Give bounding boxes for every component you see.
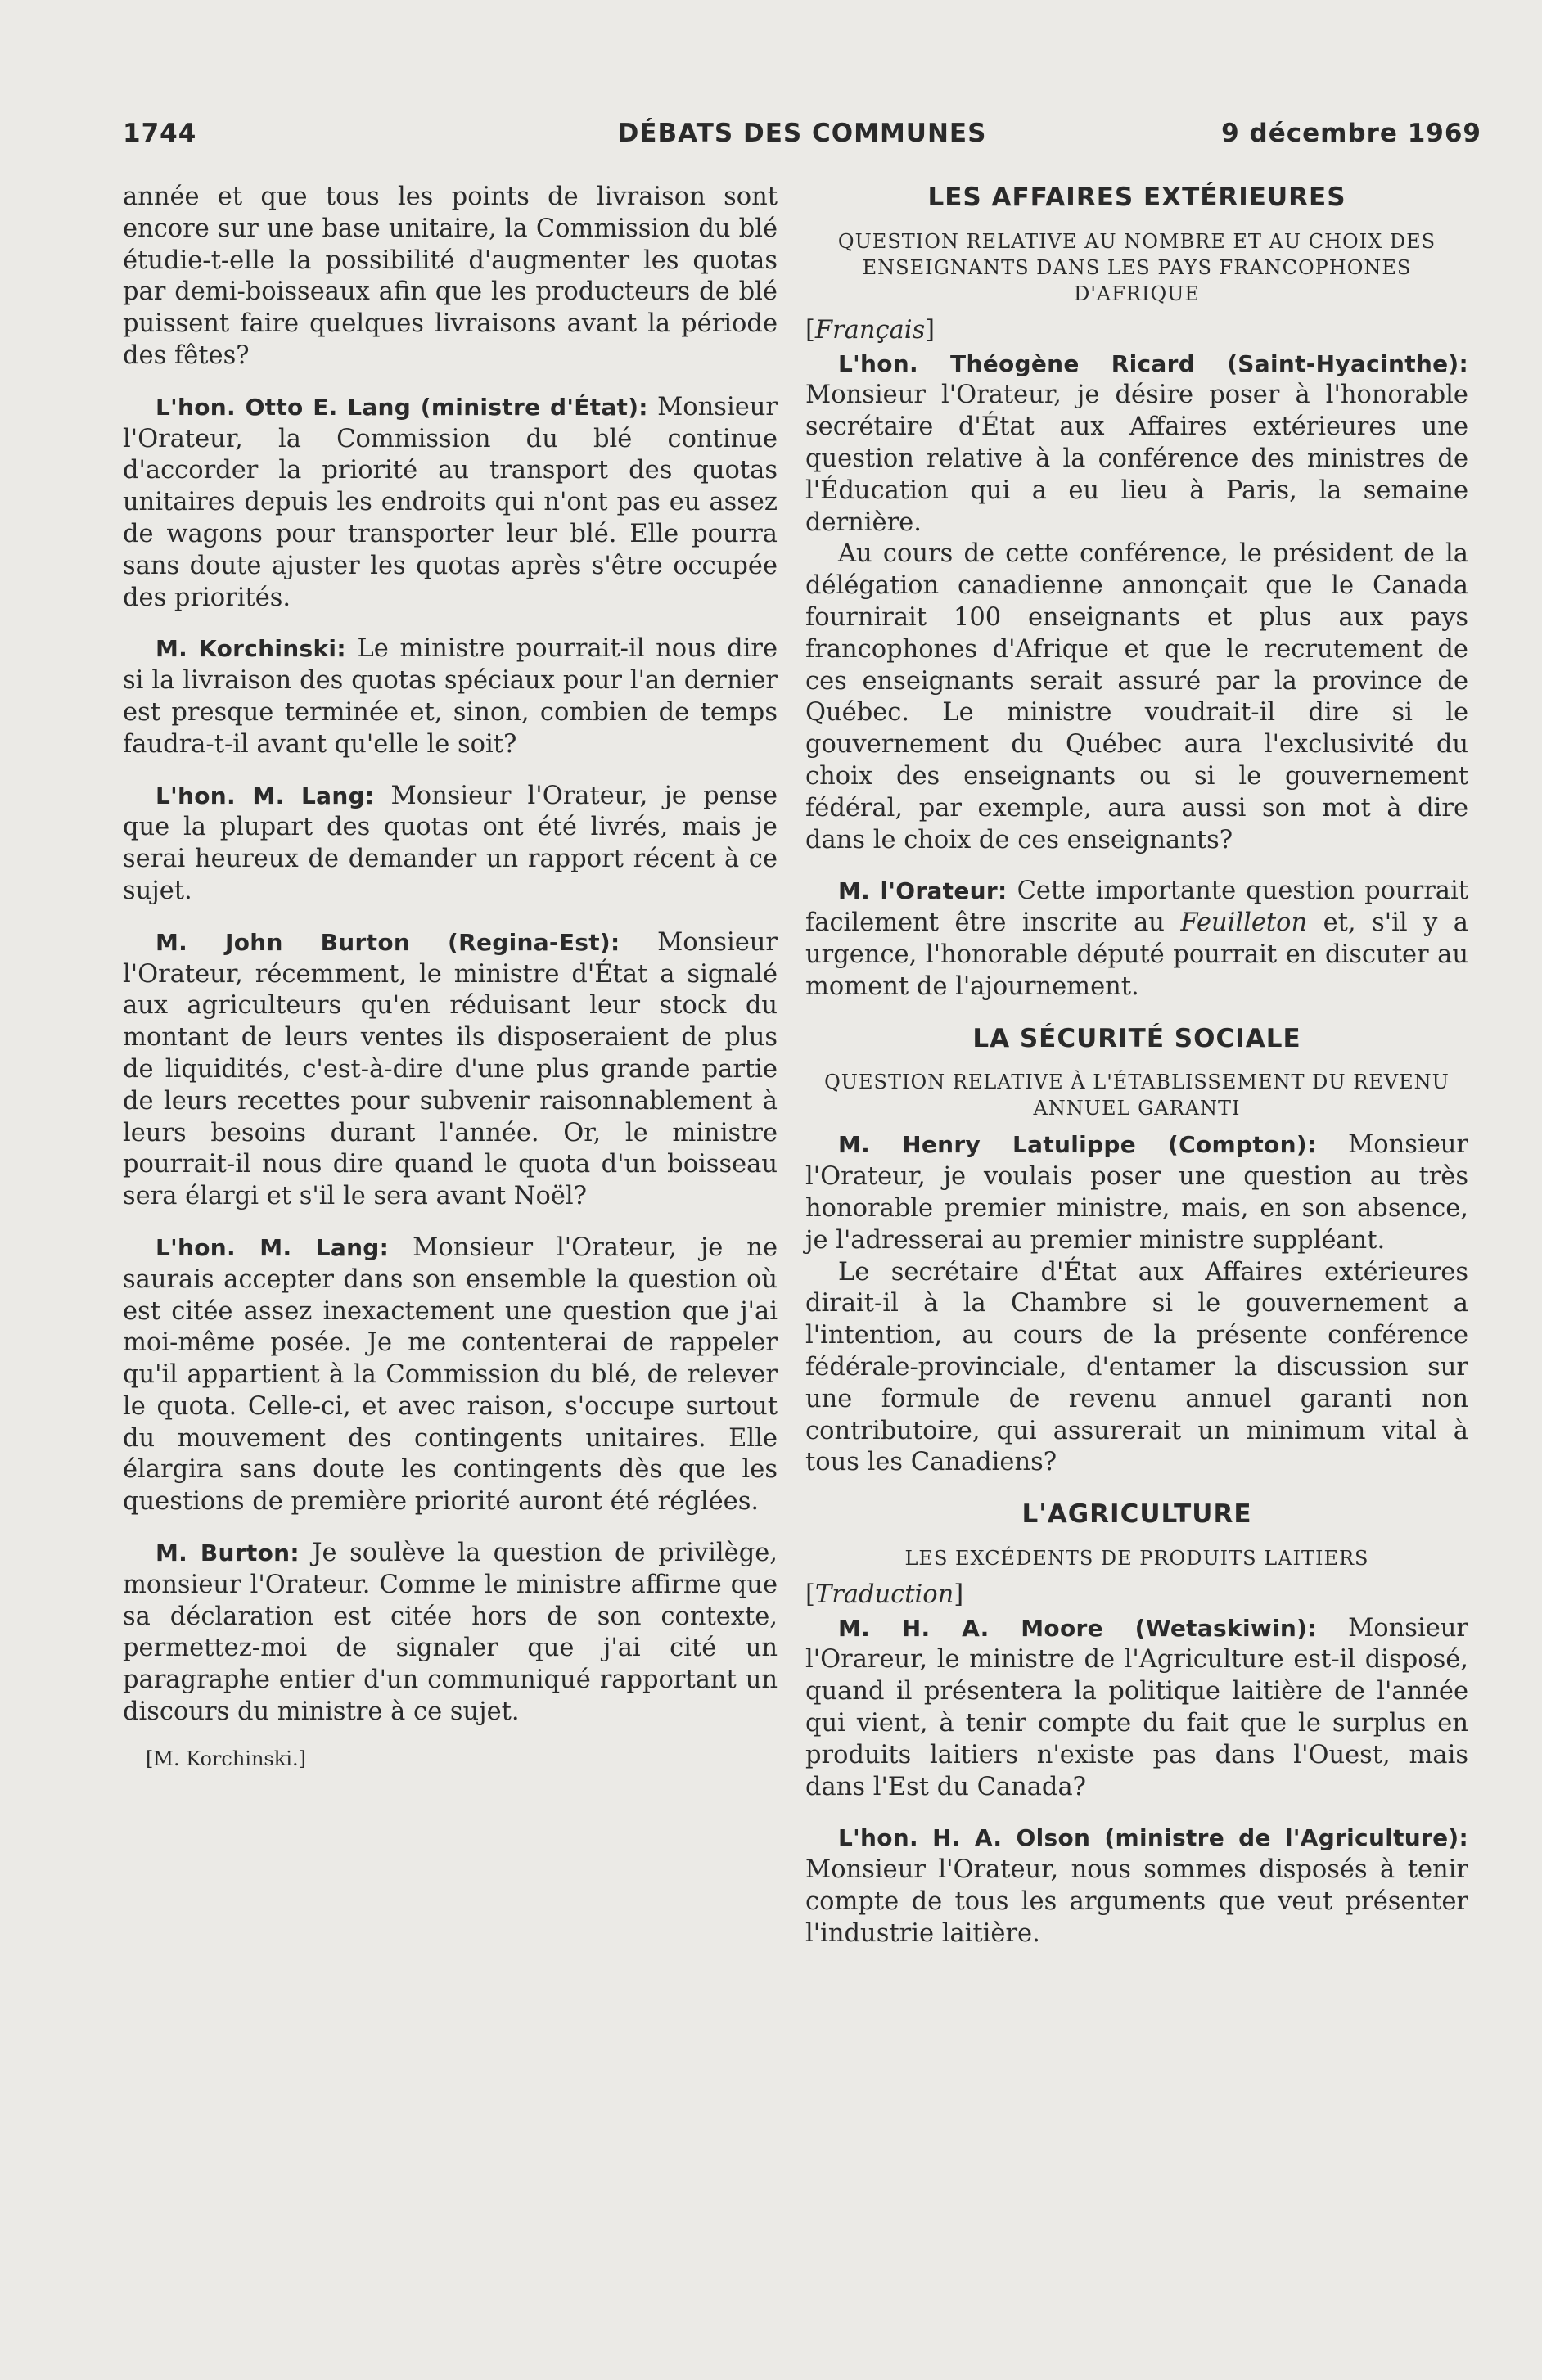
page-date: 9 décembre 1969 [1221, 119, 1481, 148]
page-number: 1744 [123, 119, 197, 148]
speech-text: Je soulève la question de privilège, monsieur l'Orateur. Comme le ministre affirme que sa déclaration est citée hors de son contexte, permettez-moi de signaler que j'ai cité un paragraphe entier d'un communiqué rapportant un discours du ministre à ce sujet. [123, 1539, 778, 1727]
paragraph [805, 349, 1468, 539]
language-label: Traduction [814, 1580, 954, 1609]
speech-text: Monsieur l'Orareur, le ministre de l'Agriculture est-il disposé, quand il présentera la politique laitière de l'année qui vient, à tenir compte du fait que le surplus en produits laitiers n'existe pas dans l'Ouest, mais dans l'Est du Canada? [805, 1613, 1468, 1801]
speech-text: Monsieur l'Orateur, je voulais poser une question au très honorable premier ministre, mais, en son absence, je l'adresserai au premier ministre suppléant. [805, 1130, 1468, 1255]
paragraph [805, 1613, 1468, 1804]
speaker-name: M. Burton: [156, 1539, 300, 1567]
speaker-name: M. H. A. Moore (Wetaskiwin): [838, 1614, 1317, 1642]
language-label: Français [814, 315, 926, 345]
section-subheading: QUESTION RELATIVE À L'ÉTABLISSEMENT DU REVENU ANNUEL GARANTI [824, 1071, 1450, 1120]
paragraph [805, 876, 1468, 1003]
speech-text: Monsieur l'Orateur, nous sommes disposés à tenir compte de tous les arguments que veut présenter l'industrie laitière. [805, 1855, 1468, 1948]
paragraph: Au cours de cette conférence, le président de la délégation canadienne annonçait que le Canada fournirait 100 enseignants et plus aux pays francophones d'Afrique et que le recrutement de ces enseignants serait assuré par la province de Québec. Le ministre voudrait-il dire si le gouvernement du Québec aura l'exclusivité du choix des enseignants ou si le gouvernement fédéral, par exemple, aura aussi son mot à dire dans le choix de ces enseignants? [805, 539, 1468, 854]
speech-text: Cette importante question pourrait facilement être inscrite au [805, 877, 1468, 938]
language-marker: [Français] [805, 315, 936, 345]
publication-title: DÉBATS DES COMMUNES [617, 119, 987, 148]
speaker-name: M. Henry Latulippe (Compton): [838, 1131, 1317, 1159]
speaker-name: L'hon. Otto E. Lang (ministre d'État): [156, 393, 648, 421]
speech-text: Monsieur l'Orateur, je ne saurais accepter dans son ensemble la question où est citée assez inexactement une question que j'ai moi-même posée. Je me contenterai de rappeler qu'il appartient à la Commission du blé, de relever le quota. Celle-ci, et avec raison, s'occupe surtout du mouvement des contingents unitaires. Elle élargira sans doute les contingents dès que les questions de première priorité auront été réglées. [123, 1233, 778, 1517]
speaker-name: M. John Burton (Regina-Est): [156, 928, 620, 956]
section-subheading: QUESTION RELATIVE AU NOMBRE ET AU CHOIX DES ENSEIGNANTS DANS LES PAYS FRANCOPHONES D'AFRIQUE [837, 229, 1436, 305]
paragraph [123, 633, 778, 760]
speech-text: et, s'il y a urgence, l'honorable député pourrait en discuter au moment de l'ajournement. [805, 908, 1468, 1001]
paragraph [123, 1233, 778, 1518]
paragraph [805, 1129, 1468, 1256]
paragraph [123, 927, 778, 1213]
paragraph [123, 392, 778, 615]
paragraph: année et que tous les points de livraison sont encore sur une base unitaire, la Commission du blé étudie-t-elle la possibilité d'augmenter les quotas par demi-boisseaux afin que les producteurs de blé puissent faire quelques livraisons avant la période des fêtes? [123, 183, 778, 370]
page-header [123, 119, 1481, 155]
language-marker: [Traduction] [805, 1580, 964, 1609]
speech-text: Monsieur l'Orateur, la Commission du blé continue d'accorder la priorité au transport des quotas unitaires depuis les endroits qui n'ont pas eu assez de wagons pour transporter leur blé. Elle pourra sans doute ajuster les quotas après s'être occupée des priorités. [123, 392, 778, 612]
paragraph [123, 781, 778, 908]
speech-text: Le ministre pourrait-il nous dire si la livraison des quotas spéciaux pour l'an dernier est presque terminée et, sinon, combien de temps faudra-t-il avant qu'elle le soit? [123, 634, 778, 759]
speech-text: Monsieur l'Orateur, récemment, le ministre d'État a signalé aux agriculteurs qu'en réduisant leur stock du montant de leurs ventes ils disposeraient de plus de liquidités, c'est-à-dire d'une plus grande partie de leurs recettes pour subvenir raisonnablement à leurs besoins durant l'année. Or, le ministre pourrait-il nous dire quand le quota d'un boisseau sera élargi et s'il le sera avant Noël? [123, 927, 778, 1211]
section-heading: LES AFFAIRES EXTÉRIEURES [927, 183, 1346, 212]
speaker-name: M. Korchinski: [156, 635, 346, 663]
speaker-name: L'hon. M. Lang: [156, 1233, 390, 1261]
speech-text: Monsieur l'Orateur, je pense que la plupart des quotas ont été livrés, mais je serai heureux de demander un rapport récent à ce sujet. [123, 781, 778, 905]
section-heading: LA SÉCURITÉ SOCIALE [972, 1023, 1301, 1053]
speaker-name: L'hon. H. A. Olson (ministre de l'Agriculture): [838, 1824, 1468, 1852]
section-heading: L'AGRICULTURE [1021, 1499, 1252, 1530]
speaker-name: L'hon. Théogène Ricard (Saint-Hyacinthe): [838, 349, 1468, 377]
paragraph [805, 1823, 1468, 1950]
paragraph [123, 1538, 778, 1729]
speaker-footnote: [M. Korchinski.] [146, 1747, 306, 1770]
left-column [123, 182, 778, 1775]
speaker-name: M. l'Orateur: [838, 877, 1008, 905]
right-column [805, 182, 1468, 1970]
emphasized-text: Feuilleton [1180, 908, 1308, 938]
speech-text: Monsieur l'Orateur, je désire poser à l'honorable secrétaire d'État aux Affaires extérieures une question relative à la conférence des ministres de l'Éducation qui a eu lieu à Paris, la semaine dernière. [805, 381, 1468, 537]
paragraph: Le secrétaire d'État aux Affaires extérieures dirait-il à la Chambre si le gouvernement a l'intention, au cours de la présente conférence fédérale-provinciale, d'entamer la discussion sur une formule de revenu annuel garanti non contributoire, qui assurerait un minimum vital à tous les Canadiens? [805, 1257, 1468, 1477]
speaker-name: L'hon. M. Lang: [156, 782, 375, 809]
section-subheading: LES EXCÉDENTS DE PRODUITS LAITIERS [904, 1546, 1369, 1570]
